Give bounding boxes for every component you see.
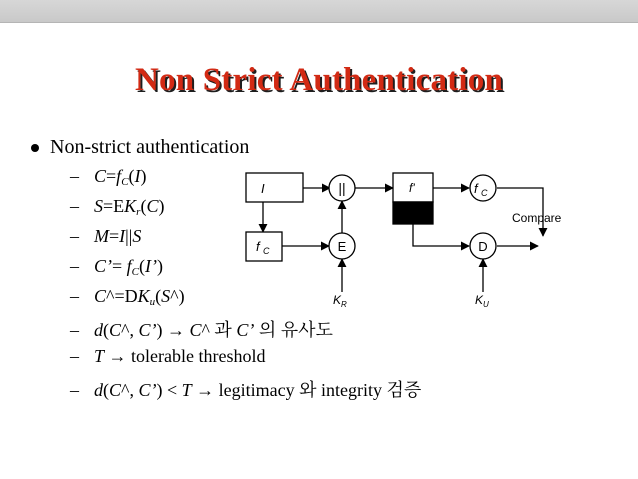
- sub-bullet-text: (: [155, 286, 162, 306]
- sub-bullet-text: ) <: [156, 380, 182, 400]
- sub-bullet-text: ): [157, 256, 164, 276]
- dash-marker: –: [70, 256, 79, 276]
- sub-bullet-text: C’: [138, 380, 157, 400]
- sub-bullet-text: =: [109, 226, 120, 246]
- concat-label: ||: [338, 180, 346, 196]
- sub-bullet-text: C: [109, 380, 122, 400]
- sub-bullet-text: C: [109, 320, 122, 340]
- f-prime-filled-block: [393, 202, 433, 224]
- sub-bullet-text: (: [139, 256, 146, 276]
- fc-left-label-f: f: [256, 239, 260, 254]
- sub-bullet-text: K: [124, 196, 137, 216]
- sub-bullet-text: M: [94, 226, 109, 246]
- sub-bullet-text: C: [189, 320, 202, 340]
- sub-bullet-text: d: [94, 380, 103, 400]
- main-bullet-text: Non-strict authentication: [50, 136, 250, 158]
- sub-bullet-text: → legitimacy 와 integrity 검증: [191, 380, 422, 400]
- sub-bullet-text: S: [94, 196, 103, 216]
- sub-bullet-text: ^,: [121, 380, 139, 400]
- kr-label-k: K: [333, 293, 342, 307]
- input-i-label: I: [261, 181, 265, 196]
- decrypt-label: D: [478, 239, 488, 254]
- sub-bullet-text: S: [161, 286, 171, 306]
- sub-bullet-text: ^=D: [106, 286, 138, 306]
- sub-bullet-text: T: [94, 346, 105, 366]
- dash-marker: –: [70, 166, 79, 186]
- sub-bullet-text: ||: [125, 226, 133, 246]
- sub-bullet-text: K: [137, 286, 150, 306]
- sub-bullet-text: C’: [94, 256, 112, 276]
- sub-bullet-text: ): [140, 166, 147, 186]
- dash-marker: –: [70, 380, 79, 400]
- sub-bullet-text: =E: [103, 196, 125, 216]
- sub-bullet-text: → tolerable threshold: [104, 346, 266, 366]
- dash-marker: –: [70, 226, 79, 246]
- ku-label-k: K: [475, 293, 484, 307]
- sub-bullet-text: T: [181, 380, 192, 400]
- sub-bullet-text: r: [136, 206, 141, 218]
- f-prime-label: f': [409, 181, 415, 195]
- sub-bullet-text: (: [140, 196, 147, 216]
- sub-bullet-text: (: [103, 380, 109, 400]
- input-i-box: [246, 173, 303, 202]
- slide-title: Non Strict Authentication: [135, 62, 503, 98]
- sub-bullet-text: =: [112, 256, 127, 276]
- sub-bullet-text: ^): [170, 286, 185, 306]
- sub-bullet-text: f: [116, 166, 122, 186]
- fc-left-label-sub: C: [263, 246, 270, 256]
- sub-bullet-text: I’: [145, 256, 158, 276]
- dash-marker: –: [70, 346, 79, 366]
- sub-bullet-text: ): [158, 196, 165, 216]
- sub-bullet-text: (: [103, 320, 109, 340]
- sub-bullet-text: C: [121, 176, 129, 188]
- sub-bullet-text: C: [94, 286, 107, 306]
- compare-label: Compare: [512, 211, 562, 225]
- sub-bullet-text: ^,: [121, 320, 139, 340]
- sub-bullet-text: I: [119, 226, 126, 246]
- sub-bullet-text: =: [106, 166, 117, 186]
- sub-bullet-text: ^ 과: [201, 320, 237, 340]
- dash-marker: –: [70, 286, 79, 306]
- sub-bullet-text: S: [132, 226, 142, 246]
- dash-marker: –: [70, 320, 79, 340]
- fc-top-label-f: f: [474, 181, 478, 196]
- ku-label-sub: U: [483, 300, 489, 309]
- sub-bullet-text: C: [131, 266, 140, 278]
- sub-bullet-text: C’: [236, 320, 255, 340]
- sub-bullet-text: (: [128, 166, 135, 186]
- sub-bullet-text: C’: [138, 320, 157, 340]
- sub-bullet-text: ) →: [156, 320, 190, 340]
- sub-bullet-text: d: [94, 320, 103, 340]
- sub-bullet-text: C: [146, 196, 159, 216]
- encrypt-label: E: [337, 239, 347, 254]
- sub-bullet-text: I: [134, 166, 141, 186]
- sub-bullet-text: C: [94, 166, 107, 186]
- fc-top-label-sub: C: [481, 188, 488, 198]
- sub-bullet-text: f: [126, 256, 132, 276]
- dash-marker: –: [70, 196, 79, 216]
- sub-bullet-text: 의 유사도: [254, 320, 333, 340]
- sub-bullet-text: u: [149, 296, 156, 308]
- kr-label-sub: R: [341, 300, 347, 309]
